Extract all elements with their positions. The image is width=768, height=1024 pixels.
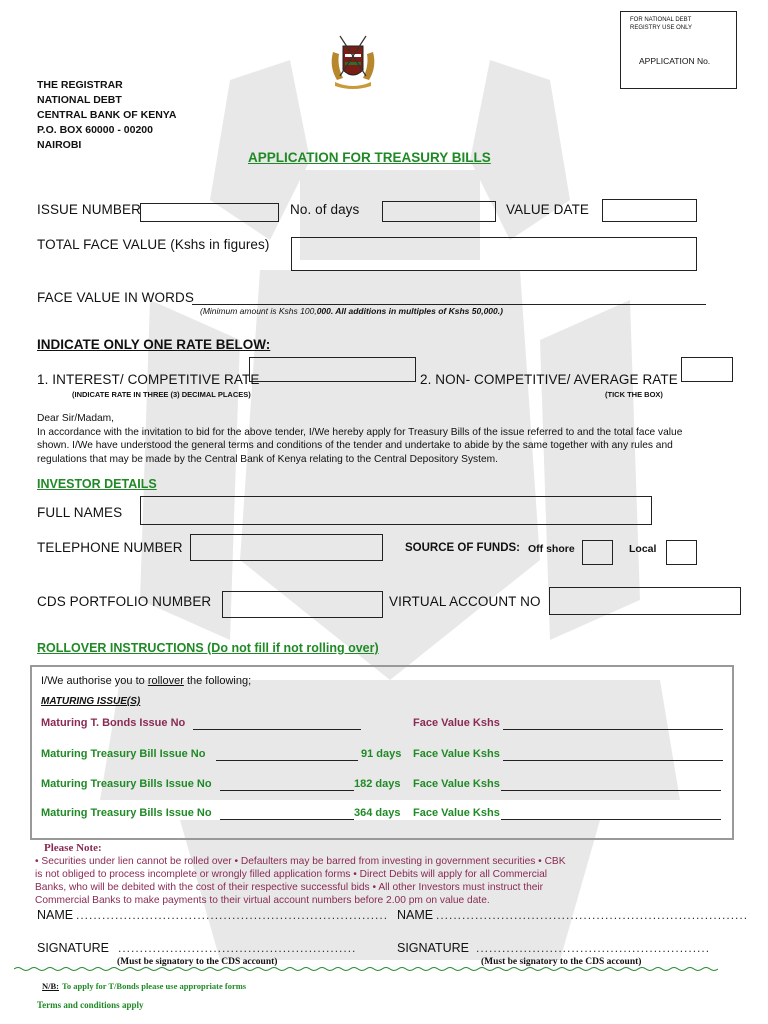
no-of-days-field[interactable] — [382, 201, 496, 222]
off-shore-label: Off shore — [528, 543, 575, 555]
letter-line: shown. I/We have understood the general terms and conditions of the tender and undertake to abide by the same together with any rules and — [37, 440, 673, 451]
face-value-field[interactable] — [501, 819, 721, 820]
face-value-label: Face Value Kshs — [413, 778, 500, 790]
address-line: NAIROBI — [37, 139, 82, 151]
address-line: P.O. BOX 60000 - 00200 — [37, 124, 153, 136]
issue-number-label: ISSUE NUMBER — [37, 202, 141, 217]
note-line: Commercial Banks to make payments to their virtual account numbers before 2.00 pm on value date. — [35, 895, 490, 906]
signature-label-left: SIGNATURE — [37, 941, 109, 955]
face-value-label: Face Value Kshs — [413, 807, 500, 819]
maturing-bill-182-label: Maturing Treasury Bills Issue No — [41, 778, 212, 790]
maturing-bonds-label: Maturing T. Bonds Issue No — [41, 717, 186, 729]
note-line: Banks, who will be debited with the cost of their respective successful bids • All other Investors must instruct their — [35, 882, 544, 893]
rollover-panel — [30, 665, 734, 840]
minimum-note-bold: 000. All additions in multiples of Kshs 50,000.) — [316, 306, 503, 316]
full-names-field[interactable] — [140, 496, 652, 525]
rollover-heading: ROLLOVER INSTRUCTIONS (Do not fill if not rolling over) — [37, 641, 379, 655]
face-value-words-field[interactable] — [192, 304, 706, 305]
note-line: is not obliged to process incomplete or wrongly filled application forms • Direct Debits will apply for all Commercial — [35, 869, 548, 880]
application-number-label: APPLICATION No. — [639, 56, 711, 66]
minimum-note-part: (Minimum amount is Kshs 100, — [200, 306, 317, 316]
face-value-label: Face Value Kshs — [413, 717, 500, 729]
minimum-amount-note — [200, 306, 503, 316]
name-label-right: NAME — [397, 908, 434, 922]
please-note-heading: Please Note: — [44, 842, 102, 854]
total-face-value-field[interactable] — [291, 237, 697, 271]
please-note-body — [35, 855, 566, 907]
rate-heading: INDICATE ONLY ONE RATE BELOW: — [37, 337, 271, 352]
maturing-bill-364-label: Maturing Treasury Bills Issue No — [41, 807, 212, 819]
maturing-bonds-field[interactable] — [193, 729, 361, 730]
note-line: • Securities under lien cannot be rolled over • Defaulters may be barred from investing in government securities • CBK — [35, 856, 566, 867]
days-91-label: 91 days — [361, 748, 402, 760]
face-value-field[interactable] — [501, 790, 721, 791]
authorise-rollover: rollover — [147, 675, 184, 687]
name-field-left[interactable]: ........................................................................ — [76, 908, 389, 922]
authorise-part: the following; — [186, 675, 252, 687]
off-shore-checkbox[interactable] — [582, 540, 613, 565]
address-line: CENTRAL BANK OF KENYA — [37, 109, 177, 121]
terms-text: Terms and conditions apply — [37, 1000, 144, 1010]
face-value-label: Face Value Kshs — [413, 748, 500, 760]
issue-number-field[interactable] — [140, 203, 279, 222]
virtual-account-label: VIRTUAL ACCOUNT NO — [389, 594, 541, 609]
competitive-rate-hint: (INDICATE RATE IN THREE (3) DECIMAL PLACES) — [72, 390, 251, 399]
telephone-field[interactable] — [190, 534, 383, 561]
address-line: NATIONAL DEBT — [37, 94, 122, 106]
signature-label-right: SIGNATURE — [397, 941, 469, 955]
letter-body — [37, 412, 682, 466]
maturing-bill-91-label: Maturing Treasury Bill Issue No — [41, 748, 206, 760]
source-of-funds-label: SOURCE OF FUNDS: — [405, 542, 520, 554]
face-value-field[interactable] — [503, 729, 723, 730]
maturing-issues-heading: MATURING ISSUE(S) — [41, 696, 141, 707]
authorise-text — [41, 675, 251, 687]
registry-note: FOR NATIONAL DEBT REGISTRY USE ONLY — [630, 17, 693, 31]
must-be-signatory-right: (Must be signatory to the CDS account) — [481, 957, 642, 967]
days-364-label: 364 days — [354, 807, 401, 819]
name-label-left: NAME — [37, 908, 74, 922]
tick-box-hint: (TICK THE BOX) — [605, 390, 663, 399]
nb-label: N/B: — [42, 981, 59, 991]
registry-box — [620, 11, 737, 89]
total-face-value-label: TOTAL FACE VALUE (Kshs in figures) — [37, 237, 270, 252]
address-line: THE REGISTRAR — [37, 79, 123, 91]
letter-line: In accordance with the invitation to bid for the above tender, I/We hereby apply for Treasury Bills of the issue referred to and the total face value — [37, 426, 683, 438]
must-be-signatory-left: (Must be signatory to the CDS account) — [117, 957, 278, 967]
address-block — [37, 78, 176, 153]
name-field-right[interactable]: ........................................................................ — [436, 908, 749, 922]
no-of-days-label: No. of days — [290, 202, 360, 217]
salutation: Dear Sir/Madam, — [37, 413, 114, 424]
cds-portfolio-field[interactable] — [222, 591, 383, 618]
cds-portfolio-label: CDS PORTFOLIO NUMBER — [37, 594, 212, 609]
non-competitive-rate-label: 2. NON- COMPETITIVE/ AVERAGE RATE — [420, 372, 678, 387]
face-value-field[interactable] — [503, 760, 723, 761]
virtual-account-field[interactable] — [549, 587, 741, 615]
non-competitive-tick-box[interactable] — [681, 357, 733, 382]
signature-field-right[interactable]: ...................................................... — [476, 941, 711, 955]
investor-details-heading: INVESTOR DETAILS — [37, 477, 157, 491]
days-182-label: 182 days — [354, 778, 401, 790]
maturing-bill-91-field[interactable] — [216, 760, 358, 761]
value-date-field[interactable] — [602, 199, 697, 222]
coat-of-arms-logo — [325, 32, 381, 92]
nb-text: To apply for T/Bonds please use appropriate forms — [62, 981, 247, 991]
full-names-label: FULL NAMES — [37, 505, 123, 520]
letter-line: regulations that may be made by the Central Bank of Kenya relating to the Central Depository System. — [37, 453, 498, 465]
value-date-label: VALUE DATE — [506, 202, 590, 217]
page-title: APPLICATION FOR TREASURY BILLS — [248, 150, 491, 165]
signature-field-left[interactable]: ....................................................... — [118, 941, 357, 955]
authorise-part: I/We authorise you to — [41, 675, 145, 687]
maturing-bill-364-field[interactable] — [220, 819, 354, 820]
competitive-rate-label: 1. INTEREST/ COMPETITIVE RATE — [37, 372, 260, 387]
local-label: Local — [629, 543, 657, 555]
face-value-words-label: FACE VALUE IN WORDS — [37, 290, 194, 305]
telephone-label: TELEPHONE NUMBER — [37, 540, 183, 555]
wavy-divider — [14, 966, 718, 972]
competitive-rate-field[interactable] — [249, 357, 416, 382]
local-checkbox[interactable] — [666, 540, 697, 565]
maturing-bill-182-field[interactable] — [220, 790, 354, 791]
